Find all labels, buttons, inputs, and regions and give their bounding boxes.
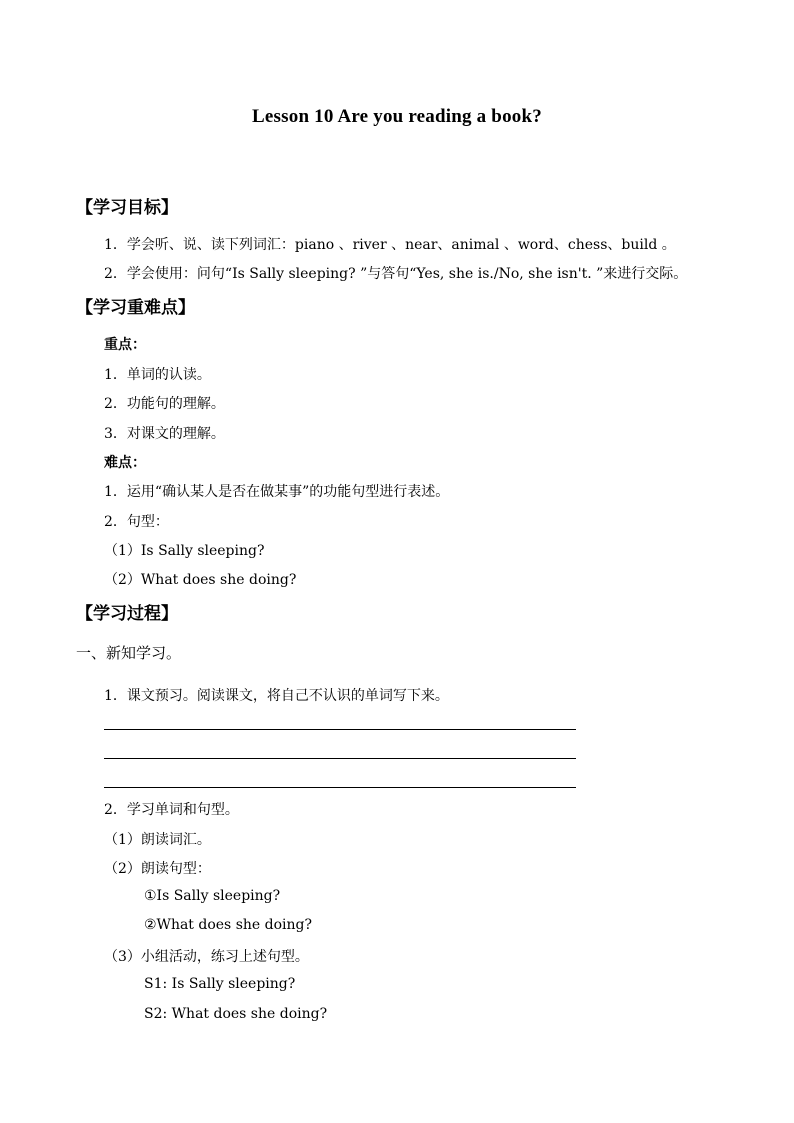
substep-2: （2）朗读句型：	[104, 861, 211, 877]
sentence-1: ①Is Sally sleeping?	[144, 888, 281, 904]
substep-1: （1）朗读词汇。	[104, 832, 211, 848]
dialog-line-2: S2: What does she doing?	[144, 1006, 328, 1022]
sentence-pattern-2: （2）What does she doing?	[104, 572, 297, 588]
answer-line-2[interactable]	[104, 758, 576, 759]
step-1: 1．课文预习。阅读课文，将自己不认识的单词写下来。	[104, 688, 449, 704]
step-2: 2．学习单词和句型。	[104, 802, 239, 818]
focus-label: 重点：	[104, 337, 146, 353]
objectives-heading: 【学习目标】	[76, 198, 178, 218]
lesson-title: Lesson 10 Are you reading a book?	[252, 106, 542, 127]
answer-line-3[interactable]	[104, 787, 576, 788]
dialog-line-1: S1: Is Sally sleeping?	[144, 976, 296, 992]
focus-item-3: 3．对课文的理解。	[104, 426, 225, 442]
substep-3: （3）小组活动，练习上述句型。	[104, 949, 309, 965]
answer-line-1[interactable]	[104, 729, 576, 730]
key-points-heading: 【学习重难点】	[76, 298, 195, 318]
part-one-heading: 一、新知学习。	[76, 644, 182, 662]
objective-item-2: 2．学会使用：问句“Is Sally sleeping? ”与答句“Yes, she is./No, she isn't. ”来进行交际。	[104, 266, 688, 282]
difficulty-label: 难点：	[104, 455, 146, 471]
difficulty-item-2: 2．句型：	[104, 514, 169, 530]
focus-item-1: 1．单词的认读。	[104, 367, 211, 383]
difficulty-item-1: 1．运用“确认某人是否在做某事”的功能句型进行表述。	[104, 484, 450, 500]
objective-item-1: 1．学会听、说、读下列词汇：piano 、river 、near、animal 、word、chess、build 。	[104, 237, 676, 253]
focus-item-2: 2．功能句的理解。	[104, 396, 225, 412]
sentence-2: ②What does she doing?	[144, 917, 312, 933]
process-heading: 【学习过程】	[76, 604, 178, 624]
sentence-pattern-1: （1）Is Sally sleeping?	[104, 543, 265, 559]
